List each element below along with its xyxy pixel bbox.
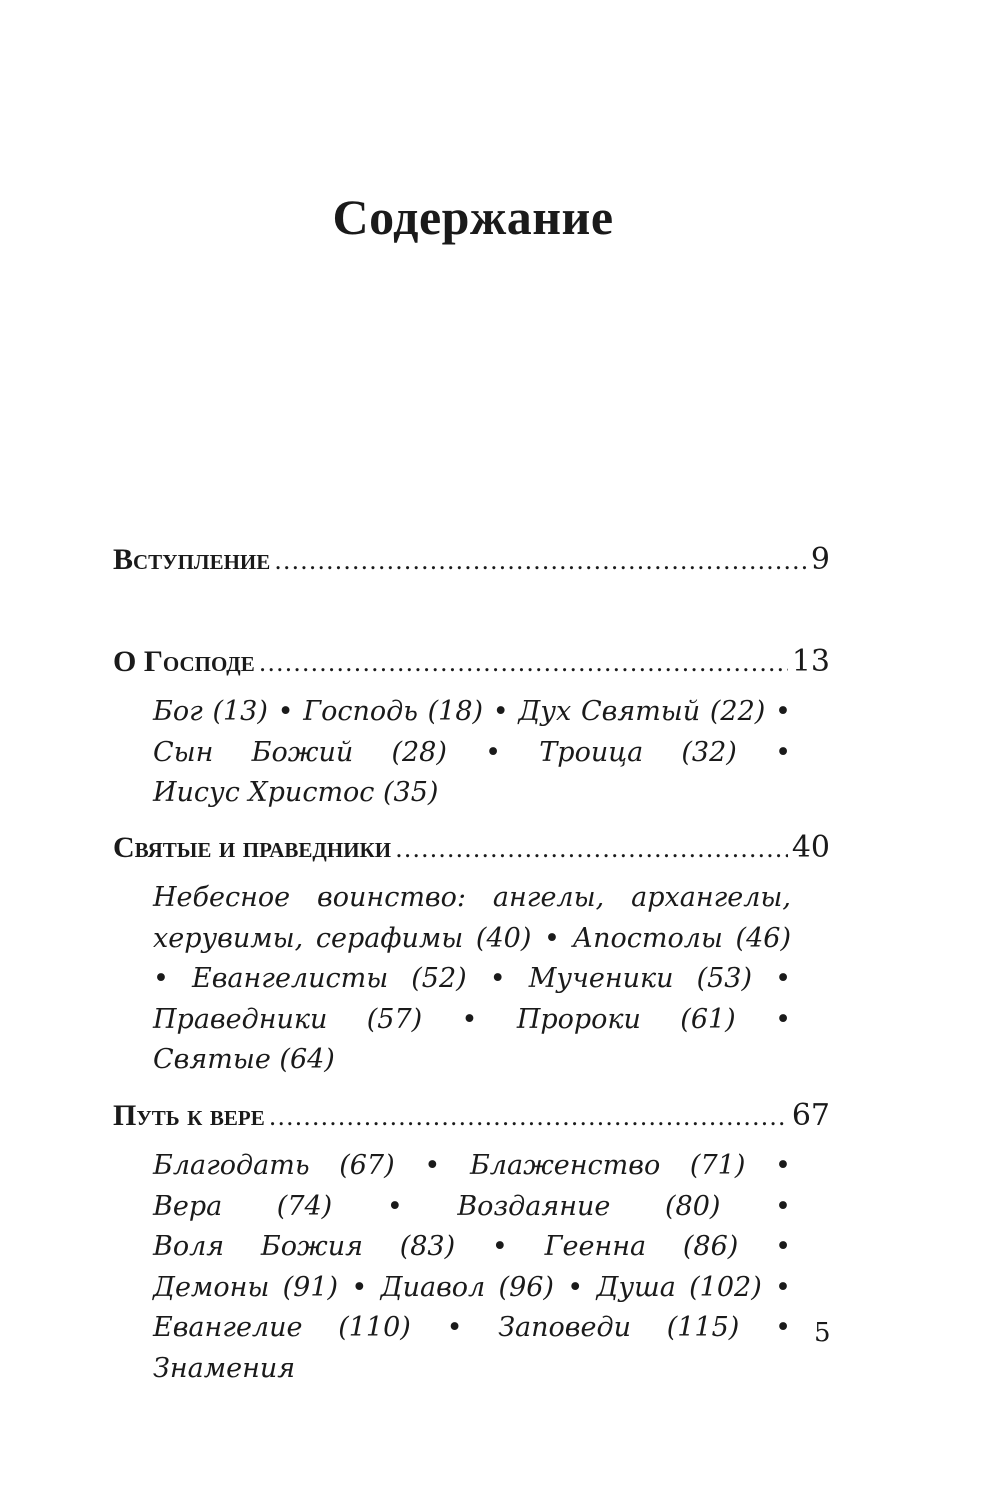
- toc-subtopic[interactable]: Евангелие (110): [153, 1312, 411, 1343]
- toc-entry-title: Вступление: [113, 543, 271, 576]
- toc-subtopic[interactable]: Душа (102): [596, 1271, 762, 1303]
- toc-subtopic[interactable]: Евангелисты (52): [192, 963, 467, 994]
- bullet-separator: •: [492, 696, 509, 727]
- toc-subtopic[interactable]: Дух Святый (22): [518, 696, 766, 727]
- toc-section-about-the-lord: [113, 642, 830, 814]
- toc-subtopics: [153, 1146, 791, 1389]
- toc-subtopic[interactable]: Сын Божий (28): [153, 736, 447, 768]
- bullet-separator: •: [775, 1231, 792, 1262]
- toc-subtopics: [153, 692, 791, 814]
- bullet-separator: •: [775, 1003, 791, 1035]
- toc-entry-page: 13: [791, 644, 830, 679]
- dot-leader: [259, 643, 788, 683]
- toc-subtopic[interactable]: Иисус Христос (35): [153, 777, 439, 808]
- page-number: 5: [814, 1318, 831, 1348]
- bullet-separator: •: [775, 1271, 791, 1303]
- toc-entry-title: Путь к вере: [113, 1099, 265, 1132]
- toc-subtopic[interactable]: Небесное воинство: ангелы, архангелы, херувимы, серафимы (40): [153, 882, 791, 954]
- bullet-separator: •: [775, 1190, 791, 1222]
- toc-subtopic[interactable]: Мученики (53): [528, 963, 753, 994]
- toc-entry-page: 9: [810, 542, 830, 577]
- toc-entry-title: Святые и праведники: [113, 831, 392, 864]
- dot-leader: [395, 829, 788, 869]
- bullet-separator: •: [775, 1312, 791, 1343]
- bullet-separator: •: [446, 1312, 463, 1343]
- toc-subtopic[interactable]: Благодать (67): [153, 1150, 395, 1181]
- toc-section-path-to-faith: [113, 1096, 830, 1389]
- toc-subtopic[interactable]: Диавол (96): [380, 1271, 554, 1303]
- toc-entry-page: 67: [791, 1098, 830, 1133]
- bullet-separator: •: [544, 922, 560, 954]
- bullet-separator: •: [386, 1190, 403, 1222]
- toc-subtopic[interactable]: Блаженство (71): [469, 1150, 746, 1181]
- bullet-separator: •: [775, 696, 791, 727]
- bullet-separator: •: [153, 963, 169, 994]
- bullet-separator: •: [277, 696, 294, 727]
- bullet-separator: •: [775, 1150, 791, 1181]
- bullet-separator: •: [424, 1150, 441, 1181]
- toc-subtopic[interactable]: Святые (64): [153, 1044, 335, 1075]
- toc-subtopic[interactable]: Троица (32): [539, 736, 737, 768]
- toc-entry[interactable]: [113, 1096, 830, 1136]
- toc-subtopic[interactable]: Бог (13): [153, 696, 268, 727]
- toc-subtopic[interactable]: Пророки (61): [516, 1003, 736, 1035]
- bullet-separator: •: [567, 1271, 584, 1303]
- toc-entry-title: О Господе: [113, 645, 255, 678]
- toc-section-saints-and-righteous: [113, 828, 830, 1081]
- toc-subtopics: [153, 878, 791, 1081]
- toc-entry[interactable]: [113, 828, 830, 868]
- bullet-separator: •: [489, 963, 506, 994]
- toc-subtopic[interactable]: Геенна (86): [544, 1231, 739, 1262]
- toc-subtopic[interactable]: Знамения: [153, 1352, 296, 1384]
- bullet-separator: •: [491, 1231, 508, 1262]
- page-title: Содержание: [332, 189, 614, 245]
- toc-subtopic[interactable]: Апостолы (46): [572, 922, 791, 954]
- toc-subtopic[interactable]: Демоны (91): [153, 1271, 339, 1303]
- bullet-separator: •: [775, 963, 792, 994]
- toc-entry[interactable]: [113, 642, 830, 682]
- bullet-separator: •: [485, 736, 502, 768]
- dot-leader: [274, 541, 807, 581]
- toc-subtopic[interactable]: Заповеди (115): [498, 1312, 740, 1343]
- bullet-separator: •: [351, 1271, 368, 1303]
- bullet-separator: •: [775, 736, 791, 768]
- dot-leader: [269, 1097, 788, 1137]
- toc-subtopic[interactable]: Воздаяние (80): [457, 1190, 721, 1222]
- toc-entry-page: 40: [791, 830, 830, 865]
- toc-subtopic[interactable]: Праведники (57): [153, 1003, 423, 1035]
- toc-entry[interactable]: [113, 540, 830, 580]
- toc-section-introduction: [113, 540, 830, 580]
- bullet-separator: •: [461, 1003, 478, 1035]
- toc-subtopic[interactable]: Воля Божия (83): [153, 1231, 456, 1262]
- toc-subtopic[interactable]: Вера (74): [153, 1190, 333, 1222]
- toc-subtopic[interactable]: Господь (18): [303, 696, 484, 727]
